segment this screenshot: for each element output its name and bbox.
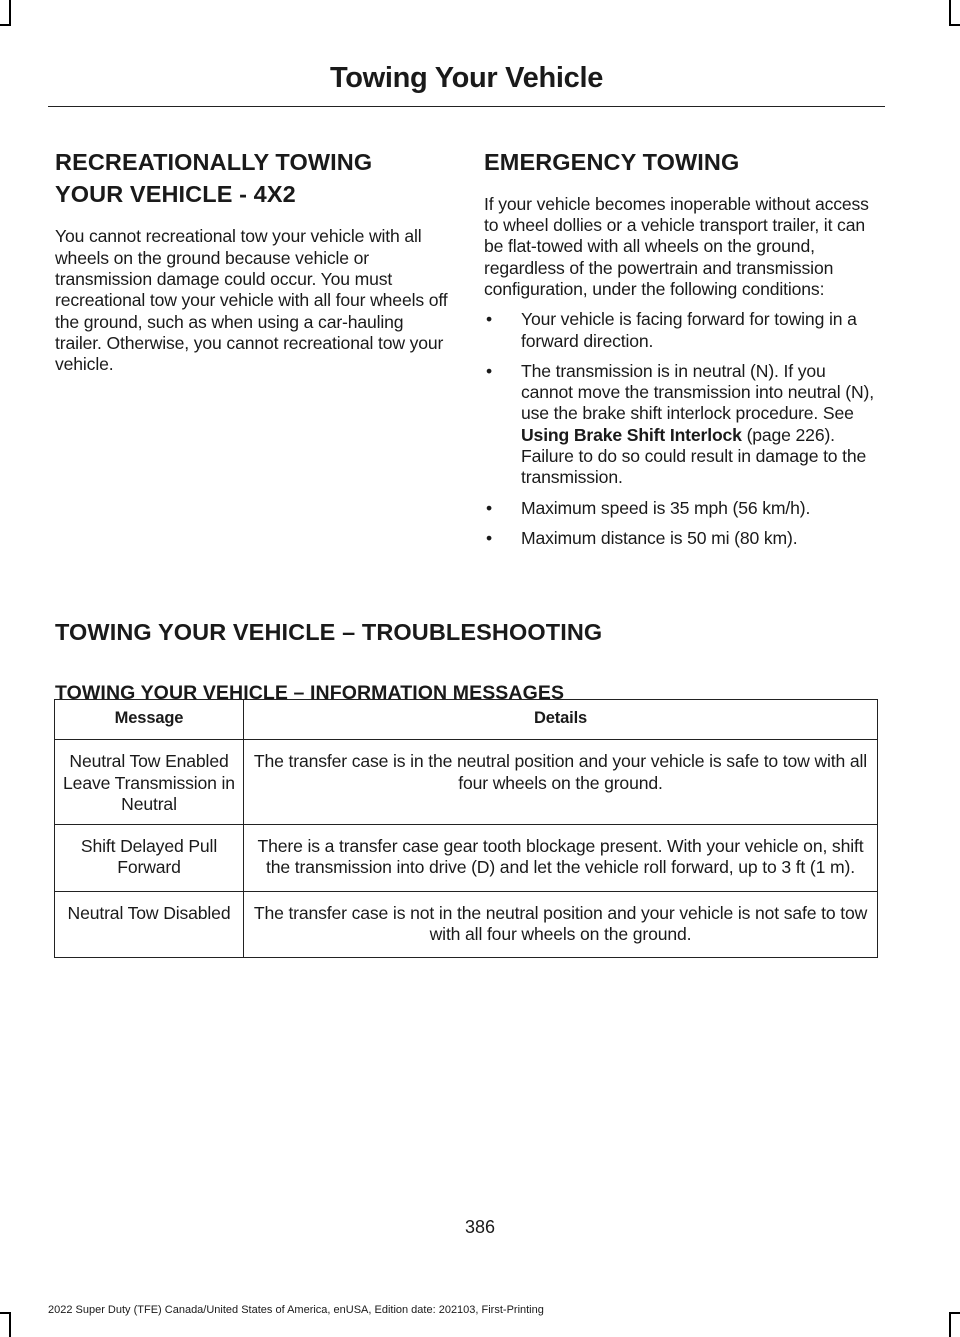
emergency-towing-body: If your vehicle becomes inoperable without access to wheel dollies or a vehicle transport trailer, it can be flat-towed with all wheels on the ground, regardless of the powertrain and transmission configuration, under the following conditions: xyxy=(484,193,869,299)
recreational-towing-heading xyxy=(55,147,450,210)
page-reference: (page 226). xyxy=(746,424,835,445)
edition-footer: 2022 Super Duty (TFE) Canada/United States of America, enUSA, Edition date: 202103, First-Printing xyxy=(48,1304,544,1316)
condition-text: Your vehicle is facing forward for towing in a forward direction. xyxy=(521,309,857,351)
details-cell: The transfer case is in the neutral position and your vehicle is safe to tow with all four wheels on the ground. xyxy=(244,740,878,825)
brake-shift-interlock-link[interactable]: Using Brake Shift Interlock xyxy=(521,424,742,445)
emergency-towing-heading: EMERGENCY TOWING xyxy=(484,149,740,175)
list-item xyxy=(484,498,880,519)
crop-mark-bottom-right-h xyxy=(949,1312,960,1314)
details-cell: The transfer case is not in the neutral position and your vehicle is not safe to tow with all four wheels on the ground. xyxy=(244,891,878,958)
details-cell: There is a transfer case gear tooth blockage present. With your vehicle on, shift the transmission into drive (D) and let the vehicle roll forward, up to 3 ft (1 m). xyxy=(244,825,878,892)
bullet-glyph: • xyxy=(486,527,493,548)
condition-text: Maximum distance is 50 mi (80 km). xyxy=(521,527,798,548)
see-label: See xyxy=(822,403,854,424)
crop-mark-top-left-v xyxy=(9,0,11,26)
page-title: Towing Your Vehicle xyxy=(329,62,604,94)
crop-mark-bottom-right-v xyxy=(949,1312,951,1337)
towing-conditions-list xyxy=(484,309,880,549)
information-messages-table xyxy=(54,699,878,958)
emergency-towing-section xyxy=(484,147,880,558)
recreational-towing-heading-line1: RECREATIONALLY TOWING xyxy=(55,149,373,175)
bullet-glyph: • xyxy=(486,309,493,330)
crop-mark-bottom-left-v xyxy=(9,1312,11,1337)
page-header xyxy=(48,60,885,107)
condition-text: Maximum speed is 35 mph (56 km/h). xyxy=(521,497,811,518)
table-row xyxy=(55,740,878,825)
bullet-glyph: • xyxy=(486,360,493,381)
column-header-message: Message xyxy=(55,700,244,740)
message-cell: Neutral Tow Enabled Leave Transmission in Neutral xyxy=(55,740,244,825)
bullet-glyph: • xyxy=(486,497,493,518)
condition-text: The transmission is in neutral (N). If you cannot move the transmission into neutral (N), use the brake shift interlock procedure. xyxy=(521,360,874,424)
list-item xyxy=(484,309,880,352)
message-cell: Neutral Tow Disabled xyxy=(55,891,244,958)
message-cell: Shift Delayed Pull Forward xyxy=(55,825,244,892)
condition-text-tail: Failure to do so could result in damage to the transmission. xyxy=(521,445,867,488)
crop-mark-bottom-left-h xyxy=(0,1312,11,1314)
troubleshooting-heading: TOWING YOUR VEHICLE – TROUBLESHOOTING xyxy=(55,619,603,645)
recreational-towing-heading-line2: YOUR VEHICLE - 4X2 xyxy=(55,180,296,207)
list-item xyxy=(484,528,880,549)
crop-mark-top-left-h xyxy=(0,24,11,26)
crop-mark-top-right-v xyxy=(949,0,951,26)
list-item xyxy=(484,361,880,489)
table-row xyxy=(55,891,878,958)
recreational-towing-body: You cannot recreational tow your vehicle with all wheels on the ground because vehicle or transmission damage could occur. You must recreational tow your vehicle with all four wheels off the ground, such as when using a car-hauling trailer. Otherwise, you cannot recreational tow your vehicle. xyxy=(55,226,448,375)
table-row xyxy=(55,825,878,892)
crop-mark-top-right-h xyxy=(949,24,960,26)
information-messages-heading: TOWING YOUR VEHICLE – INFORMATION MESSAGES xyxy=(55,682,565,704)
table-header-row xyxy=(55,700,878,740)
column-header-details: Details xyxy=(244,700,878,740)
page-number: 386 xyxy=(464,1217,496,1237)
recreational-towing-section xyxy=(55,147,450,376)
